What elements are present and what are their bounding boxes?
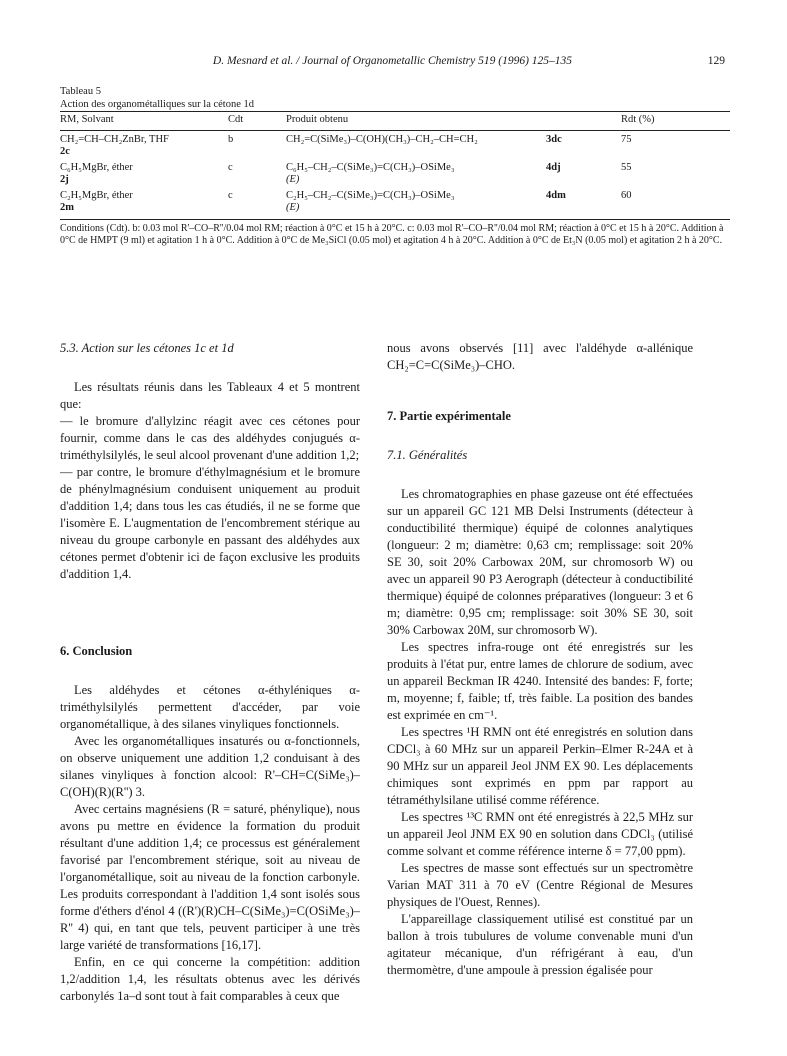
reagent: C₆H₅MgBr, éther <box>60 161 133 173</box>
paragraph: Les spectres ¹H RMN ont été enregistrés en solution dans CDCl₃ à 60 MHz sur un appareil Perkin–Elmer R-24A et à 90 MHz sur un appareil Jeol JNM EX 90. Les déplacements chimiques sont exprimés en ppm par rapport au tétraméthylsilane utilisé comme référence. <box>387 725 693 807</box>
product: C₆H₅–CH₂–C(SiMe₃)=C(CH₃)–OSiMe₃ <box>286 161 455 173</box>
page-number: 129 <box>707 55 725 67</box>
left-column <box>60 340 360 1005</box>
compound-id: 4dm <box>546 189 566 201</box>
condition: b <box>228 133 234 145</box>
table-row <box>60 131 730 159</box>
reagent: C₂H₅MgBr, éther <box>60 189 133 201</box>
reagent-id: 2m <box>60 202 74 213</box>
table-5 <box>60 85 730 248</box>
paragraph: Avec les organométalliques insaturés ou α-fonctionnels, on observe uniquement une addition 1,2 conduisant à des silanes vinyliques à fonction alcool: R'–CH=C(SiMe₃)–C(OH)(R)(R'') 3. <box>60 734 360 799</box>
paragraph: Les spectres infra-rouge ont été enregistrés sur les produits à l'état pur, entre lames de chlorure de sodium, avec un appareil Beckman IR 4240. Intensité des bandes: F, forte; m, moyenne; f, faible; tf, très faible. La position des bandes est exprimée en cm⁻¹. <box>387 640 693 722</box>
list-item: — le bromure d'allylzinc réagit avec ces cétones pour fournir, comme dans le cas des aldéhydes conjugués α-triméthylsilylés, le seul alcool provenant d'une addition 1,2; <box>60 414 360 462</box>
paragraph: Avec certains magnésiens (R = saturé, phénylique), nous avons pu mettre en évidence la formation du produit résultant d'une addition 1,4; ce processus est généralement favorisé par l'encombrement stérique, soit au niveau de l'organométallique, soit au niveau de la fonction carbonyle. Les produits correspondant à l'addition 1,4 sont isolés sous forme d'éthers d'énol 4 ((R')(R)CH–C(SiMe₃)=C(OSiMe₃)–R'' 4) qui, en tant que tels, peuvent participer à une très large variété de transformations [16,17]. <box>60 802 360 952</box>
table-body <box>60 131 730 215</box>
col-header-product: Produit obtenu <box>286 114 349 125</box>
product-isomer: (E) <box>286 174 300 185</box>
section-heading-5-3: 5.3. Action sur les cétones 1c et 1d <box>60 341 234 355</box>
reagent-id: 2j <box>60 174 69 185</box>
paragraph: nous avons observés [11] avec l'aldéhyde α-allénique CH₂=C=C(SiMe₃)–CHO. <box>387 341 693 372</box>
table-label: Tableau 5 <box>60 86 101 97</box>
reagent-id: 2c <box>60 146 70 157</box>
paragraph: Enfin, en ce qui concerne la compétition: addition 1,2/addition 1,4, les résultats obtenus avec les dérivés carbonylés 1a–d sont tout à fait comparables à ceux que <box>60 955 360 1003</box>
paragraph: Les aldéhydes et cétones α-éthyléniques α-triméthylsilylés permettent d'accéder, par voie organométallique, à des silanes vinyliques fonctionnels. <box>60 683 360 731</box>
journal-citation: D. Mesnard et al. / Journal of Organometallic Chemistry 519 (1996) 125–135 <box>212 55 573 67</box>
paragraph: L'appareillage classiquement utilisé est constitué par un ballon à trois tubulures de volume convenable muni d'un agitateur mécanique, d'un réfrigérant à eau, d'un thermomètre, d'une ampoule à pression égalisée pour <box>387 912 693 977</box>
table-grid <box>60 112 730 130</box>
col-header-reagent: RM, Solvant <box>60 114 114 125</box>
paragraph: Les spectres de masse sont effectués sur un spectromètre Varian MAT 311 à 70 eV (Centre Régional de Mesures physiques de l'Ouest, Rennes). <box>387 861 693 909</box>
paragraph: Les spectres ¹³C RMN ont été enregistrés à 22,5 MHz sur un appareil Jeol JNM EX 90 en solution dans CDCl₃ (utilisé comme solvant et comme référence interne δ = 77,00 ppm). <box>387 810 693 858</box>
compound-id: 3dc <box>546 133 562 145</box>
condition: c <box>228 189 233 201</box>
col-header-cdt: Cdt <box>228 114 244 125</box>
running-header <box>60 55 725 71</box>
section-heading-7: 7. Partie expérimentale <box>387 409 511 423</box>
col-header-compound <box>546 112 621 130</box>
product: C₂H₅–CH₂–C(SiMe₃)=C(CH₃)–OSiMe₃ <box>286 189 455 201</box>
table-row <box>60 187 730 215</box>
table-header-row <box>60 112 730 130</box>
yield: 55 <box>621 161 632 173</box>
section-heading-7-1: 7.1. Généralités <box>387 448 468 462</box>
product: CH₂=C(SiMe₃)–C(OH)(CH₃)–CH₂–CH=CH₂ <box>286 133 478 145</box>
paragraph: Les chromatographies en phase gazeuse ont été effectuées sur un appareil GC 121 MB Delsi Instruments (détecteur à conductibilité thermique) équipé de colonnes analytiques (longueur: 2 m; diamètre: 0,63 cm; remplissage: soit 20% SE 30, soit 20% Carbowax 20M, sur chromosorb W) ou avec un appareil 90 P3 Aerograph (détecteur à conductibilité thermique) équipé de colonnes préparatives (longueur: 3 et 6 m; diamètre: 0,95 cm; remplissage: soit 30% SE 30, soit 30% Carbowax 20M, sur chromosorb W). <box>387 487 693 637</box>
table-row <box>60 159 730 187</box>
yield: 60 <box>621 189 632 201</box>
condition: c <box>228 161 233 173</box>
table-bottom-rule <box>60 219 730 220</box>
compound-id: 4dj <box>546 161 561 173</box>
table-title: Action des organométalliques sur la cétone 1d <box>60 99 255 110</box>
product-isomer: (E) <box>286 202 300 213</box>
right-column <box>387 340 693 979</box>
col-header-yield: Rdt (%) <box>621 114 655 125</box>
table-footnote: Conditions (Cdt). b: 0.03 mol R'–CO–R''/0.04 mol RM; réaction à 0°C et 15 h à 20°C. c: 0.03 mol R'–CO–R''/0.04 mol RM; réaction à 0°C et 15 h à 20°C. Addition à 0°C de HMPT (9 ml) et agitation 1 h à 0°C. Addition à 0°C de Me₃SiCl (0.05 mol) et agitation 4 h à 20°C. Addition à 0°C de Et₃N (0.05 mol) et agitation 2 h à 20°C. <box>60 222 724 246</box>
section-heading-6: 6. Conclusion <box>60 644 133 658</box>
paragraph: Les résultats réunis dans les Tableaux 4 et 5 montrent que: <box>60 380 360 411</box>
yield: 75 <box>621 133 632 145</box>
list-item: — par contre, le bromure d'éthylmagnésium et le bromure de phénylmagnésium conduisent uniquement au produit d'addition 1,4; dans tous les cas étudiés, il ne se forme que l'isomère E. L'augmentation de l'encombrement stérique au niveau du groupe carbonyle en passant des aldéhydes aux cétones permet d'obtenir ici de façon exclusive les produits d'addition 1,4. <box>60 465 360 581</box>
reagent: CH₂=CH–CH₂ZnBr, THF <box>60 133 169 145</box>
